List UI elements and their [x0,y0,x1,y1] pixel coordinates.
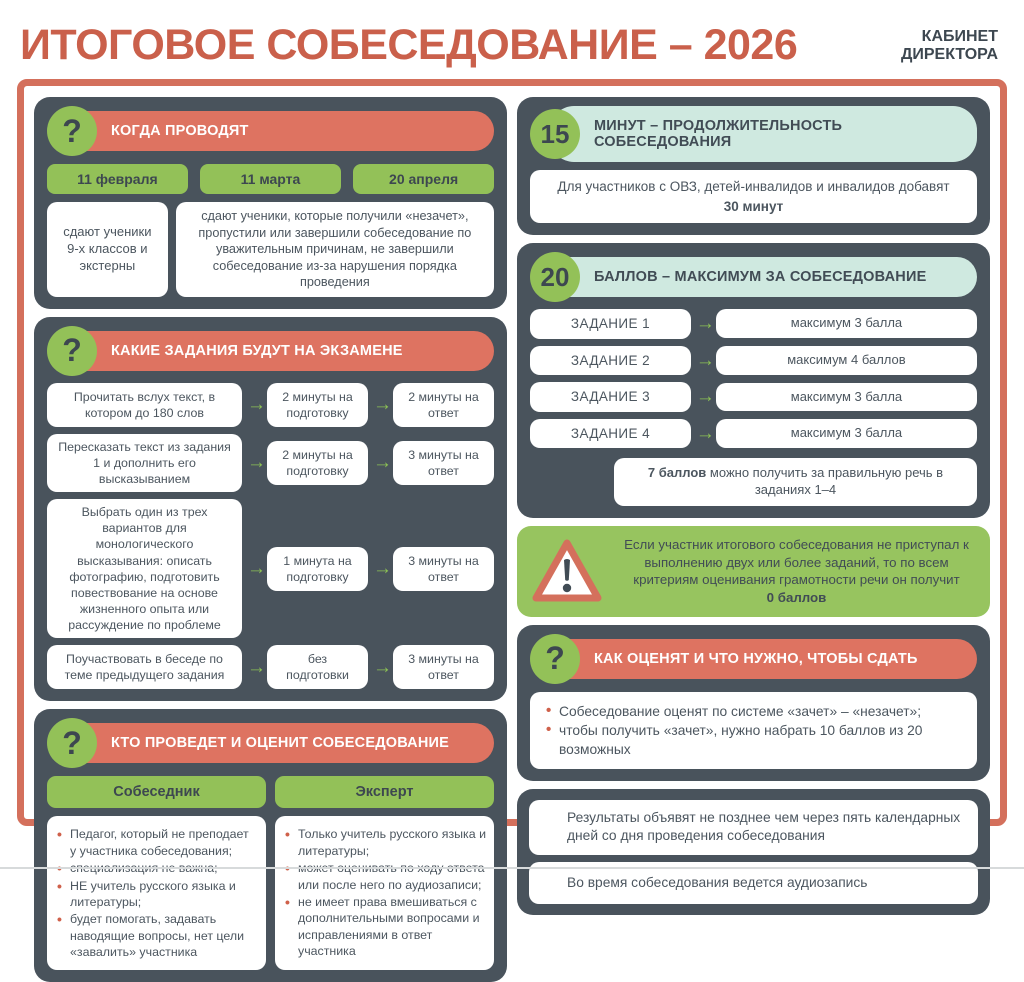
task-answer-time: 3 минуты на ответ [393,441,494,485]
date-button: 11 марта [200,164,341,194]
list-item: • не имеет права вмешиваться с дополнительными вопросами и исправлениями в ответ участника [285,894,486,960]
evaluation-card-header [530,634,977,684]
scoring-card-title: БАЛЛОВ – МАКСИМУМ ЗА СОБЕСЕДОВАНИЕ [550,257,977,297]
ovz-note [530,170,977,223]
tasks-card [34,317,507,702]
task-prep-time: без подготовки [267,645,368,689]
scoring-card [517,243,990,518]
list-item: • Педагог, который не преподает у участника собеседования; [57,826,258,859]
score-task: ЗАДАНИЕ 2 [530,346,691,376]
task-row [47,499,494,638]
warning-text [617,536,976,607]
who-card [34,709,507,982]
brand-line2: ДИРЕКТОРА [900,46,998,64]
warning-icon [531,538,603,604]
list-item: • может оценивать по ходу ответа или после него по аудиозаписи; [285,860,486,893]
task-answer-time: 2 минуты на ответ [393,383,494,427]
date-button: 11 февраля [47,164,188,194]
duration-card [517,97,990,235]
evaluation-list [530,692,977,769]
score-task: ЗАДАНИЕ 3 [530,382,691,412]
task-description: Выбрать один из трех вариантов для монологического высказывания: описать фотографию, подготовить повествование на основе жизненного опыта или рассуждение по проблеме [47,499,242,638]
task-description: Пересказать текст из задания 1 и дополнить его высказыванием [47,434,242,492]
interviewer-list [47,816,266,970]
score-row [530,309,977,339]
list-item: • НЕ учитель русского языка и литературы; [57,878,258,911]
page-title: ИТОГОВОЕ СОБЕСЕДОВАНИЕ – 2026 [20,21,798,69]
warning-bold: 0 баллов [766,590,827,606]
list-item: • будет помогать, задавать наводящие вопросы, нет цели «завалить» участника [57,911,258,960]
question-icon: ? [530,634,580,684]
expert-list [275,816,494,970]
content-frame [17,79,1007,959]
arrow-icon: → [373,394,392,416]
evaluation-card [517,625,990,781]
expert-label: Эксперт [275,776,494,808]
brand-logo [901,24,998,65]
when-notes [47,202,494,297]
arrow-icon: → [373,656,392,678]
evaluation-card-title: КАК ОЦЕНЯТ И ЧТО НУЖНО, ЧТОБЫ СДАТЬ [550,639,977,679]
bottom-edge-line [0,867,1024,869]
page-header [0,0,1024,79]
score-task: ЗАДАНИЕ 1 [530,309,691,339]
scoring-card-header [530,252,977,302]
interviewer-label: Собеседник [47,776,266,808]
question-icon: ? [47,718,97,768]
score-row [530,419,977,449]
minutes-badge: 15 [530,109,580,159]
arrow-icon: → [247,558,266,580]
audio-recording-note: Во время собеседования ведется аудиозапись [529,862,978,904]
arrow-icon: → [247,656,266,678]
task-description: Прочитать вслух текст, в котором до 180 слов [47,383,242,427]
warning-message: Если участник итогового собеседования не приступал к выполнению двух или более заданий, то по всем критериям оценивания грамотности речи он получит [624,537,969,588]
score-value: максимум 4 баллов [716,346,977,375]
list-item: • Собеседование оценят по системе «зачет» – «незачет»; [544,702,967,721]
results-announcement-note: Результаты объявят не позднее чем через пять календарных дней со дня проведения собеседования [529,800,978,855]
task-prep-time: 2 минуты на подготовку [267,441,368,485]
right-column [517,97,990,890]
arrow-icon: → [247,452,266,474]
date-button: 20 апреля [353,164,494,194]
task-row [47,383,494,427]
who-card-title: КТО ПРОВЕДЕТ И ОЦЕНИТ СОБЕСЕДОВАНИЕ [67,723,494,763]
when-card-header [47,106,494,156]
score-row [530,346,977,376]
question-icon: ? [47,106,97,156]
arrow-icon: → [695,313,715,335]
warning-card [517,526,990,617]
speech-points-note [614,458,977,506]
task-row [47,645,494,689]
task-answer-time: 3 минуты на ответ [393,645,494,689]
points-badge: 20 [530,252,580,302]
brand-line1: КАБИНЕТ [921,28,998,45]
arrow-icon: → [695,423,715,444]
arrow-icon: → [247,394,266,416]
duration-card-header [530,106,977,162]
question-icon: ? [47,326,97,376]
tasks-card-title: КАКИЕ ЗАДАНИЯ БУДУТ НА ЭКЗАМЕНЕ [67,331,494,371]
arrow-icon: → [373,452,392,474]
when-card-title: КОГДА ПРОВОДЯТ [67,111,494,151]
ovz-note-bold: 30 минут [723,198,784,214]
task-prep-time: 1 минута на подготовку [267,547,368,591]
tasks-card-header [47,326,494,376]
score-task: ЗАДАНИЕ 4 [530,419,691,449]
speech-points-bold: 7 баллов [647,465,707,481]
score-value: максимум 3 балла [716,383,977,412]
ovz-note-text: Для участников с ОВЗ, детей-инвалидов и инвалидов добавят [557,179,950,194]
when-card [34,97,507,309]
who-lists [47,816,494,970]
list-item: • Только учитель русского языка и литературы; [285,826,486,859]
score-value: максимум 3 балла [716,419,977,448]
arrow-icon: → [695,386,715,408]
task-answer-time: 3 минуты на ответ [393,547,494,591]
results-card [517,789,990,915]
list-item: • специализация не важна; [57,860,258,876]
who-card-header [47,718,494,768]
task-row [47,434,494,492]
left-column [34,97,507,959]
exam-dates [47,164,494,194]
first-date-note: сдают ученики 9-х классов и экстерны [47,202,168,297]
arrow-icon: → [695,349,715,371]
score-value: максимум 3 балла [716,309,977,338]
list-item: • чтобы получить «зачет», нужно набрать 10 баллов из 20 возможных [544,721,967,759]
duration-card-title: МИНУТ – ПРОДОЛЖИТЕЛЬНОСТЬ СОБЕСЕДОВАНИЯ [550,106,977,162]
score-row [530,382,977,412]
task-description: Поучаствовать в беседе по теме предыдущего задания [47,645,242,689]
who-subheads [47,776,494,808]
task-prep-time: 2 минуты на подготовку [267,383,368,427]
other-dates-note: сдают ученики, которые получили «незачет», пропустили или завершили собеседование по уважительным причинам, не завершили собеседование из-за нарушения порядка проведения [176,202,494,297]
arrow-icon: → [373,558,392,580]
speech-points-text: можно получить за правильную речь в заданиях 1–4 [706,465,944,498]
